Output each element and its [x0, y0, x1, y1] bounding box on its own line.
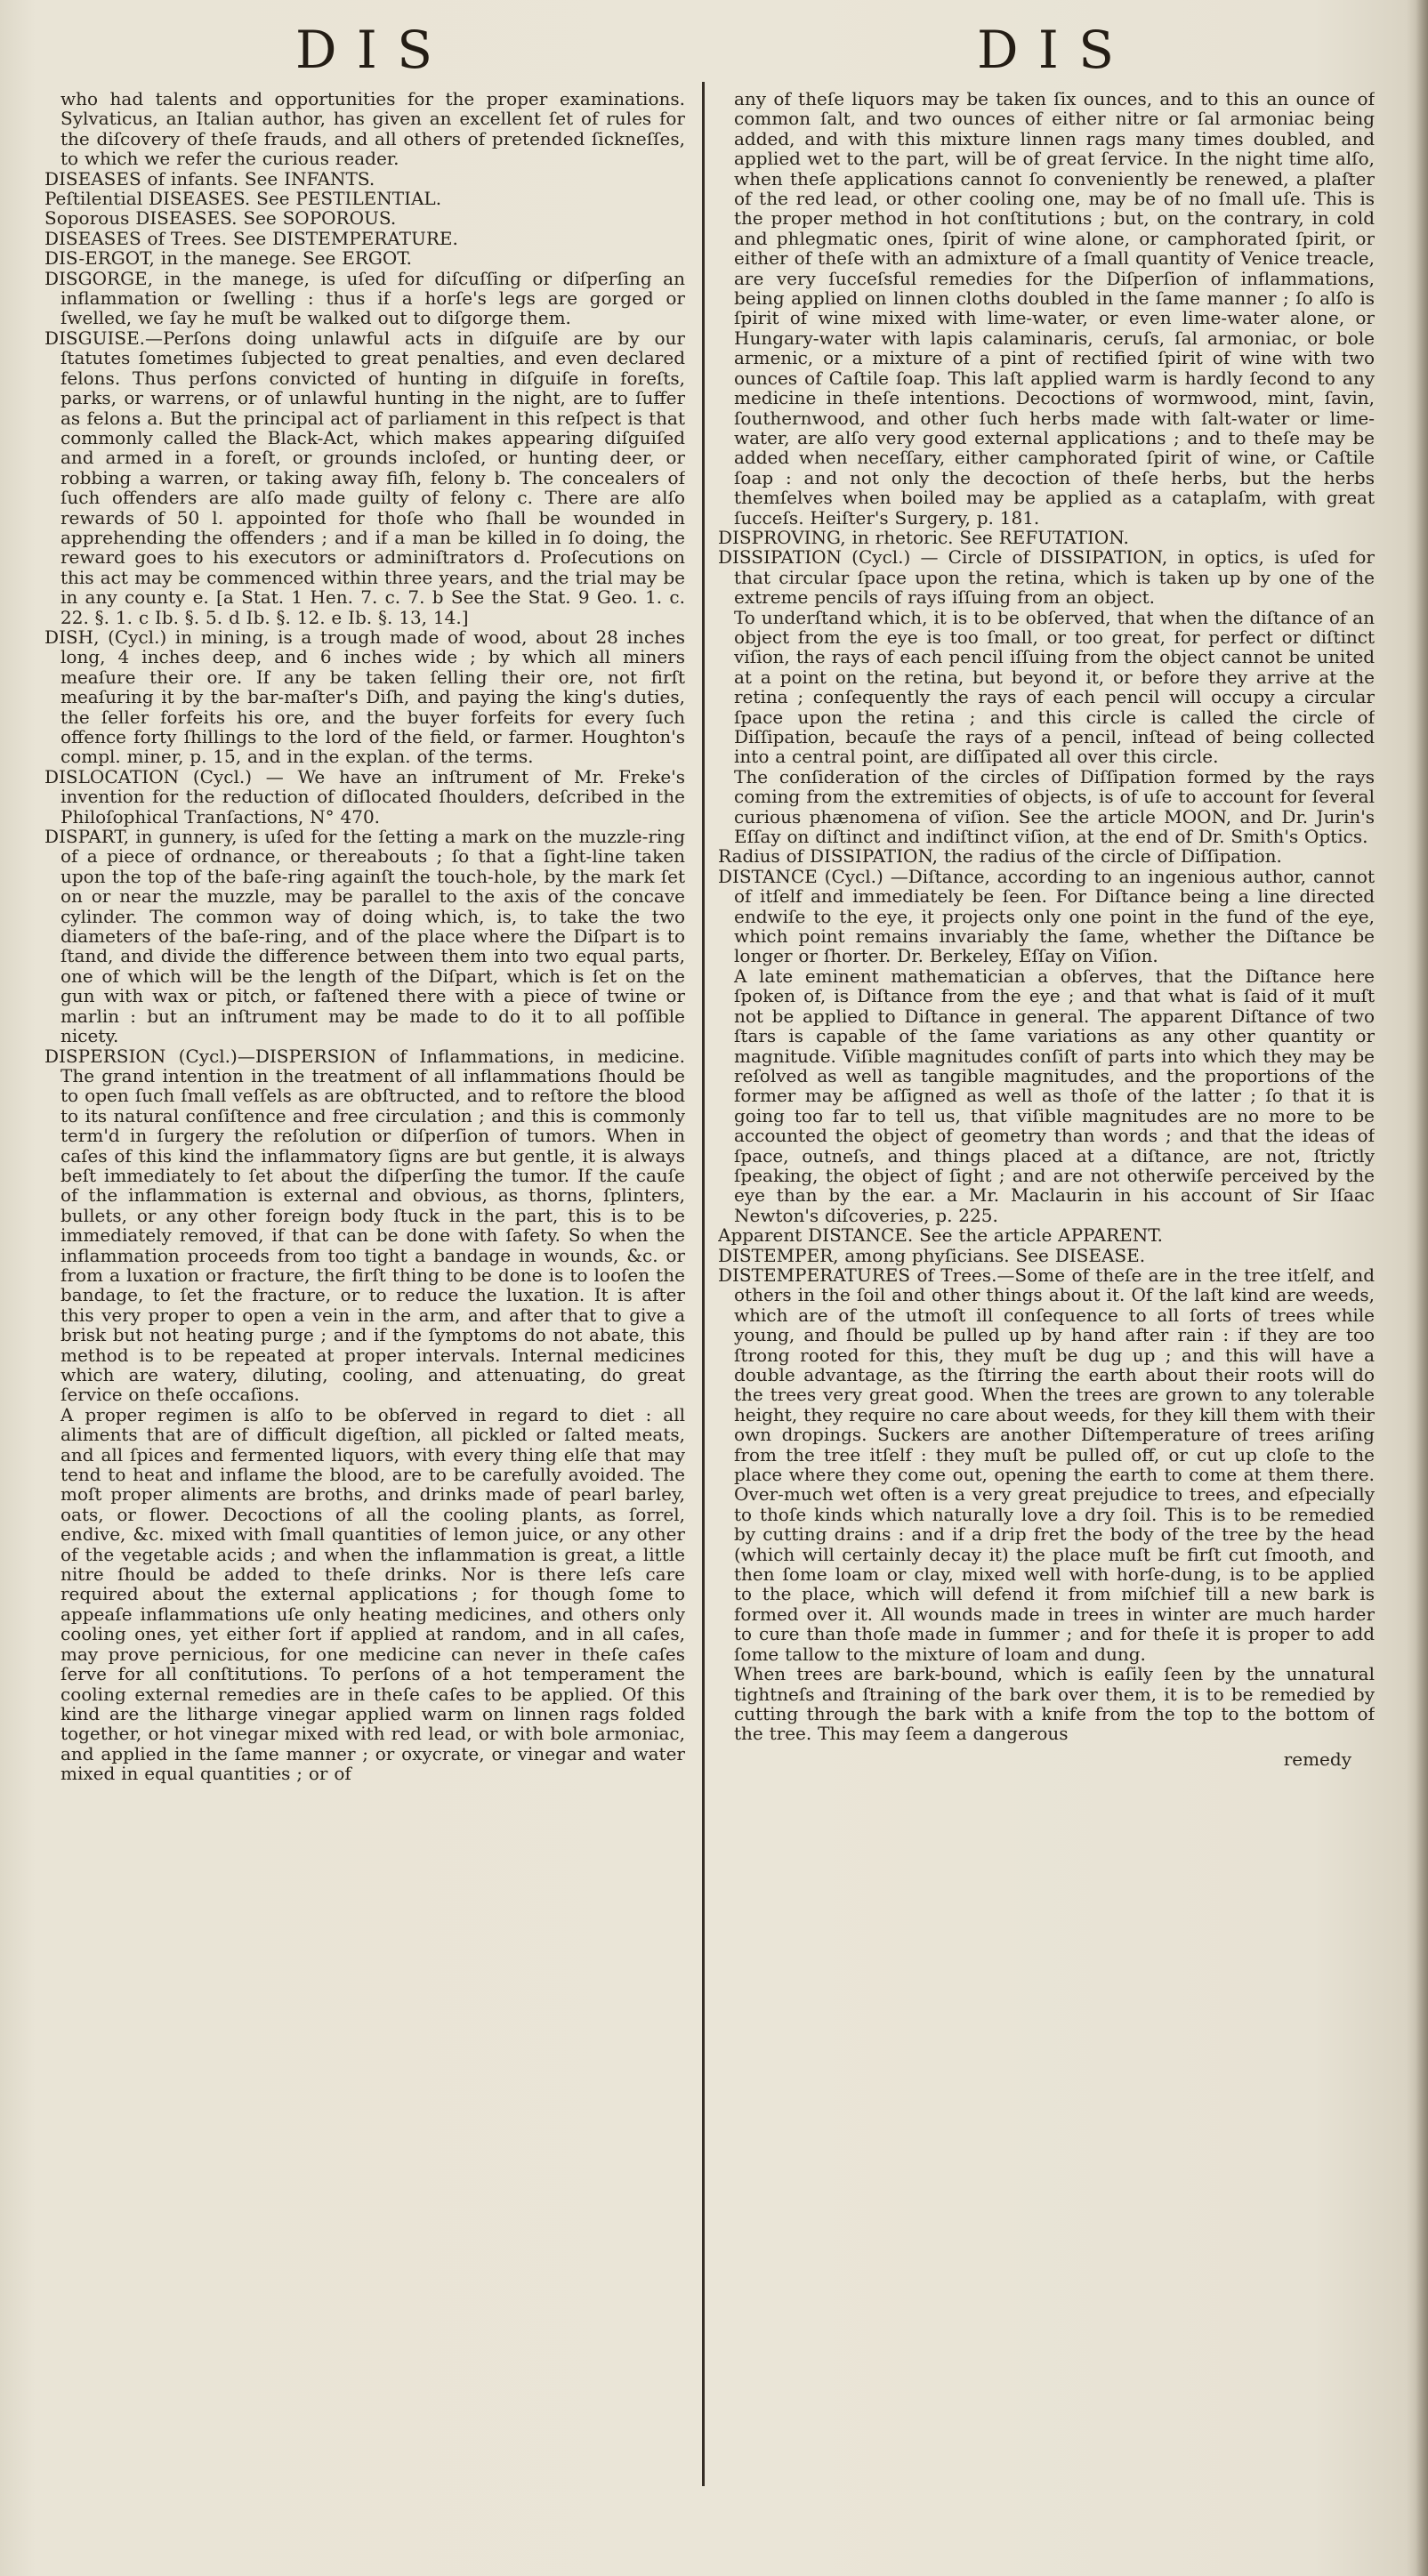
text-block: DISEASES of infants. See INFANTS. — [44, 167, 375, 190]
text-block: who had talents and opportunities for the proper examinations. Sylvaticus, an Italian author, has given an excellent ſet of rules for the diſcovery of theſe frauds, and all others of pretended ſickneſſes, to which we refer the curious reader. — [61, 89, 685, 170]
text-block: The conſideration of the circles of Diſſipation formed by the rays coming from the extremities of objects, is of uſe to account for ſeveral curious phænomena of viſion. See the article MOON, and Dr. Jurin's Eſſay on diſtinct and indiſtinct viſion, at the end of Dr. Smith's Optics. — [734, 765, 1375, 848]
text-block: DISLOCATION (Cycl.) — We have an inſtrument of Mr. Freke's invention for the reduction of diſlocated ſhoulders, deſcribed in the Philoſophical Tranſactions, N° 470. — [44, 765, 685, 828]
text-block: DIS-ERGOT, in the manege. See ERGOT. — [44, 247, 412, 270]
text-block: DISPERSION (Cycl.)—DISPERSION of Inflammations, in medicine. The grand intention in the treatment of all inflammations ſhould be to open ſuch ſmall veſſels as are obſtructed, and to reſtore the blood to its natural conſiſtence and free circulation ; and this is commonly term'd in ſurgery the reſolution or diſperſion of tumors. When in caſes of this kind the inflammatory ſigns are but gentle, it is always beſt immediately to ſet about the diſperſing the tumor. If the cauſe of the inflammation is external and obvious, as thorns, ſplinters, bullets, or any other foreign body ſtuck in the part, this is to be immediately removed, if that can be done with ſafety. So when the inflammation proceeds from too tight a bandage in wounds, &c. or from a luxation or fracture, the firſt thing to be done is to looſen the bandage, to ſet the fracture, or to reduce the luxation. It is after this very proper to open a vein in the arm, and after that to give a brisk but not heating purge ; and if the ſymptoms do not abate, this method is to be repeated at proper intervals. Internal medicines which are watery, diluting, cooling, and attenuating, do great ſervice on theſe occaſions. — [44, 1045, 685, 1406]
text-block: DISSIPATION (Cycl.) — Circle of DISSIPATION, in optics, is uſed for that circular ſpace upon the retina, which is taken up by one of the extreme pencils of rays iſſuing from an object. — [718, 546, 1375, 609]
text-block: Apparent DISTANCE. See the article APPARENT. — [718, 1224, 1164, 1247]
text-block: DISPROVING, in rhetoric. See REFUTATION. — [718, 526, 1129, 548]
text-block: A late eminent mathematician a obſerves, that the Diſtance here ſpoken of, is Diſtance from the eye ; and that what is ſaid of it muſt not be applied to Diſtance in general. The apparent Diſtance of two ſtars is capable of the ſame variations as any other quantity or magnitude. Viſible magnitudes conſiſt of parts into which they may be reſolved as well as tangible magnitudes, and the proportions of the former may be aſſigned as well as thoſe of the latter ; ſo that it is going too far to tell us, that viſible magnitudes are no more to be accounted the object of geometry than words ; and that the ideas of ſpace, outneſs, and things placed at a diſtance, are not, ſtrictly ſpeaking, the object of ſight ; and are not otherwiſe perceived by the eye than by the ear. a Mr. Maclaurin in his account of Sir Iſaac Newton's diſcoveries, p. 225. — [734, 965, 1375, 1226]
text-block: any of theſe liquors may be taken ſix ounces, and to this an ounce of common ſalt, and two ounces of either nitre or ſal armoniac being added, and with this mixture linnen rags many times doubled, and applied wet to the part, will be of great ſervice. In the night time alſo, when theſe applications cannot ſo conveniently be renewed, a plaſter of the red lead, or other cooling one, may be of no ſmall uſe. This is the proper method in hot conſtitutions ; but, on the contrary, in cold and phlegmatic ones, ſpirit of wine alone, or camphorated ſpirit, or either of theſe with an admixture of a ſmall quantity of Venice treacle, are very ſucceſsful remedies for the Diſperſion of inflammations, being applied on linnen cloths doubled in the ſame manner ; ſo alſo is ſpirit of wine mixed with lime-water, or even lime-water alone, or Hungary-water with lapis calaminaris, ceruſs, ſal armoniac, or bole armenic, or a mixture of a pint of rectified ſpirit of wine with two ounces of Caſtile ſoap. This laſt applied warm is hardly ſecond to any medicine in theſe intentions. Decoctions of wormwood, mint, ſavin, ſouthernwood, and other ſuch herbs made with ſalt-water or lime-water, are alſo very good external applications ; and to theſe may be added when neceſſary, either camphorated ſpirit of wine, or Caſtile ſoap : and not only the decoction of theſe herbs, but the herbs themſelves when boiled may be applied as a cataplaſm, with great ſucceſs. Heiſter's Surgery, p. 181. — [734, 89, 1375, 529]
text-block: DISTEMPER, among phyſicians. See DISEASE. — [718, 1244, 1146, 1266]
text-block: DISGORGE, in the manege, is uſed for diſcuſſing or diſperſing an inflammation or ſwelling : thus if a horſe's legs are gorged or ſwelled, we ſay he muſt be walked out to diſgorge them. — [44, 267, 685, 329]
text-block: A proper regimen is alſo to be obſerved in regard to diet : all aliments that are of difficult digeſtion, all pickled or ſalted meats, and all ſpices and fermented liquors, with every thing elſe that may tend to heat and inflame the blood, are to be carefully avoided. The moſt proper aliments are broths, and drinks made of pearl barley, oats, or flower. Decoctions of all the cooling plants, as ſorrel, endive, &c. mixed with ſmall quantities of lemon juice, or any other of the vegetable acids ; and when the inflammation is great, a little nitre ſhould be added to theſe drinks. Nor is there leſs care required about the external applications ; for though ſome to appeaſe inflammations uſe only heating medicines, and others only cooling ones, yet either ſort if applied at random, and in all caſes, may prove pernicious, for one medicine can never in theſe caſes ſerve for all conſtitutions. To perſons of a hot temperament the cooling external remedies are in theſe caſes to be applied. Of this kind are the litharge vinegar applied warm on linnen rags folded together, or hot vinegar mixed with red lead, or with bole armoniac, and applied in the ſame manner ; or oxycrate, or vinegar and water mixed in equal quantities ; or of — [61, 1403, 685, 1785]
text-block: Radius of DISSIPATION, the radius of the circle of Diſſipation. — [718, 845, 1282, 868]
text-block: To underſtand which, it is to be obſerved, that when the diſtance of an object from the eye is too ſmall, or too great, for perfect or diſtinct viſion, the rays of each pencil iſſuing from the object cannot be united at a point on the retina, but beyond it, or before they arrive at the retina ; conſequently the rays of each pencil will occupy a circular ſpace upon the retina ; and this circle is called the circle of Diſſipation, becauſe the rays of a pencil, inſtead of being collected into a central point, are diſſipated all over this circle. — [734, 606, 1375, 768]
text-block: DISTANCE (Cycl.) —Diſtance, according to an ingenious author, cannot of itſelf and immediately be ſeen. For Diſtance being a line directed endwiſe to the eye, it projects only one point in the fund of the eye, which point remains invariably the ſame, whether the Diſtance be longer or ſhorter. Dr. Berkeley, Eſſay on Viſion. — [718, 865, 1375, 967]
page-edge-shadow — [1416, 0, 1428, 2576]
text-block: Peſtilential DISEASES. See PESTILENTIAL. — [44, 188, 442, 210]
text-block: DISPART, in gunnery, is uſed for the ſetting a mark on the muzzle-ring of a piece of ordnance, or thereabouts ; ſo that a ſight-line taken upon the top of the baſe-ring againſt the touch-hole, by the mark ſet on or near the muzzle, may be parallel to the axis of the concave cylinder. The common way of doing which, is, to take the two diameters of the baſe-ring, and of the place where the Diſpart is to ſtand, and divide the difference between them into two equal parts, one of which will be the length of the Diſpart, which is ſet on the gun with wax or pitch, or faſtened there with a piece of twine or marlin : but an inſtrument may be made to do it to all poſſible nicety. — [44, 826, 685, 1047]
text-block: DISH, (Cycl.) in mining, is a trough made of wood, about 28 inches long, 4 inches deep, and 6 inches wide ; by which all miners meaſure their ore. If any be taken ſelling their ore, not firſt meaſuring it by the bar-maſter's Diſh, and paying the king's duties, the ſeller forfeits his ore, and the buyer forfeits for every ſuch offence forty ſhillings to the lord of the field, or farmer. Houghton's compl. miner, p. 15, and in the explan. of the terms. — [44, 626, 685, 768]
column-divider-rule — [702, 82, 705, 2486]
text-block: DISTEMPERATURES of Trees.—Some of theſe are in the tree itſelf, and others in the ſoil and other things about it. Of the laſt kind are weeds, which are of the utmoſt ill conſequence to all ſorts of trees while young, and ſhould be pulled up by hand after rain : if they are too ſtrong rooted for this, they muſt be dug up ; and this will have a double advantage, as the ſtirring the earth about their roots will do the trees very great good. When the trees are grown to any tolerable height, they require no care about weeds, for they kill them with their own dropings. Suckers are another Diſtemperature of trees ariſing from the tree itſelf : they muſt be pulled off, or cut up cloſe to the place where they come out, opening the earth to come at them there. Over-much wet often is a very great prejudice to trees, and eſpecially to thoſe kinds which naturally love a dry ſoil. This is to be remedied by cutting drains : and if a drip fret the body of the tree by the head (which will certainly decay it) the place muſt be firſt cut ſmooth, and then ſome loam or clay, mixed well with horſe-dung, is to be applied to the place, which will defend it from miſchief till a new bark is formed over it. All wounds made in trees in winter are much harder to cure than thoſe made in ſummer ; and for theſe it is proper to add ſome tallow to the mixture of loam and dung. — [718, 1264, 1375, 1665]
left-running-header: D I S — [294, 20, 435, 80]
text-block: DISEASES of Trees. See DISTEMPERATURE. — [44, 227, 458, 249]
text-block: DISGUISE.—Perſons doing unlawful acts in diſguiſe are by our ſtatutes ſometimes ſubjected to great penalties, and even declared felons. Thus perſons convicted of hunting in diſguiſe in foreſts, parks, or warrens, or of unlawful hunting in the night, are to ſuffer as felons a. But the principal act of parliament in this reſpect is that commonly called the Black-Act, which makes appearing diſguiſed and armed in a foreſt, or grounds incloſed, or hunting deer, or robbing a warren, or taking away fiſh, felony b. The concealers of ſuch offenders are alſo made guilty of felony c. There are alſo rewards of 50 l. appointed for thoſe who ſhall be wounded in apprehending the offenders ; and if a man be killed in ſo doing, the reward goes to his executors or adminiſtrators d. Proſecutions on this act may be commenced within three years, and the trial may be in any county e. [a Stat. 1 Hen. 7. c. 7. b See the Stat. 9 Geo. 1. c. 22. §. 1. c Ib. §. 5. d Ib. §. 12. e Ib. §. 13, 14.] — [44, 327, 685, 628]
right-running-header: D I S — [976, 20, 1117, 80]
text-block: When trees are bark-bound, which is eaſily ſeen by the unnatural tightneſs and ſtraining of the bark over them, it is to be remedied by cutting through the bark with a knife from the top to the bottom of the tree. This may ſeem a dangerous — [734, 1663, 1375, 1745]
right-column — [718, 89, 1375, 2532]
catchword: remedy — [1283, 1748, 1351, 1770]
left-column — [44, 89, 685, 2532]
text-block: Soporous DISEASES. See SOPOROUS. — [44, 207, 397, 230]
